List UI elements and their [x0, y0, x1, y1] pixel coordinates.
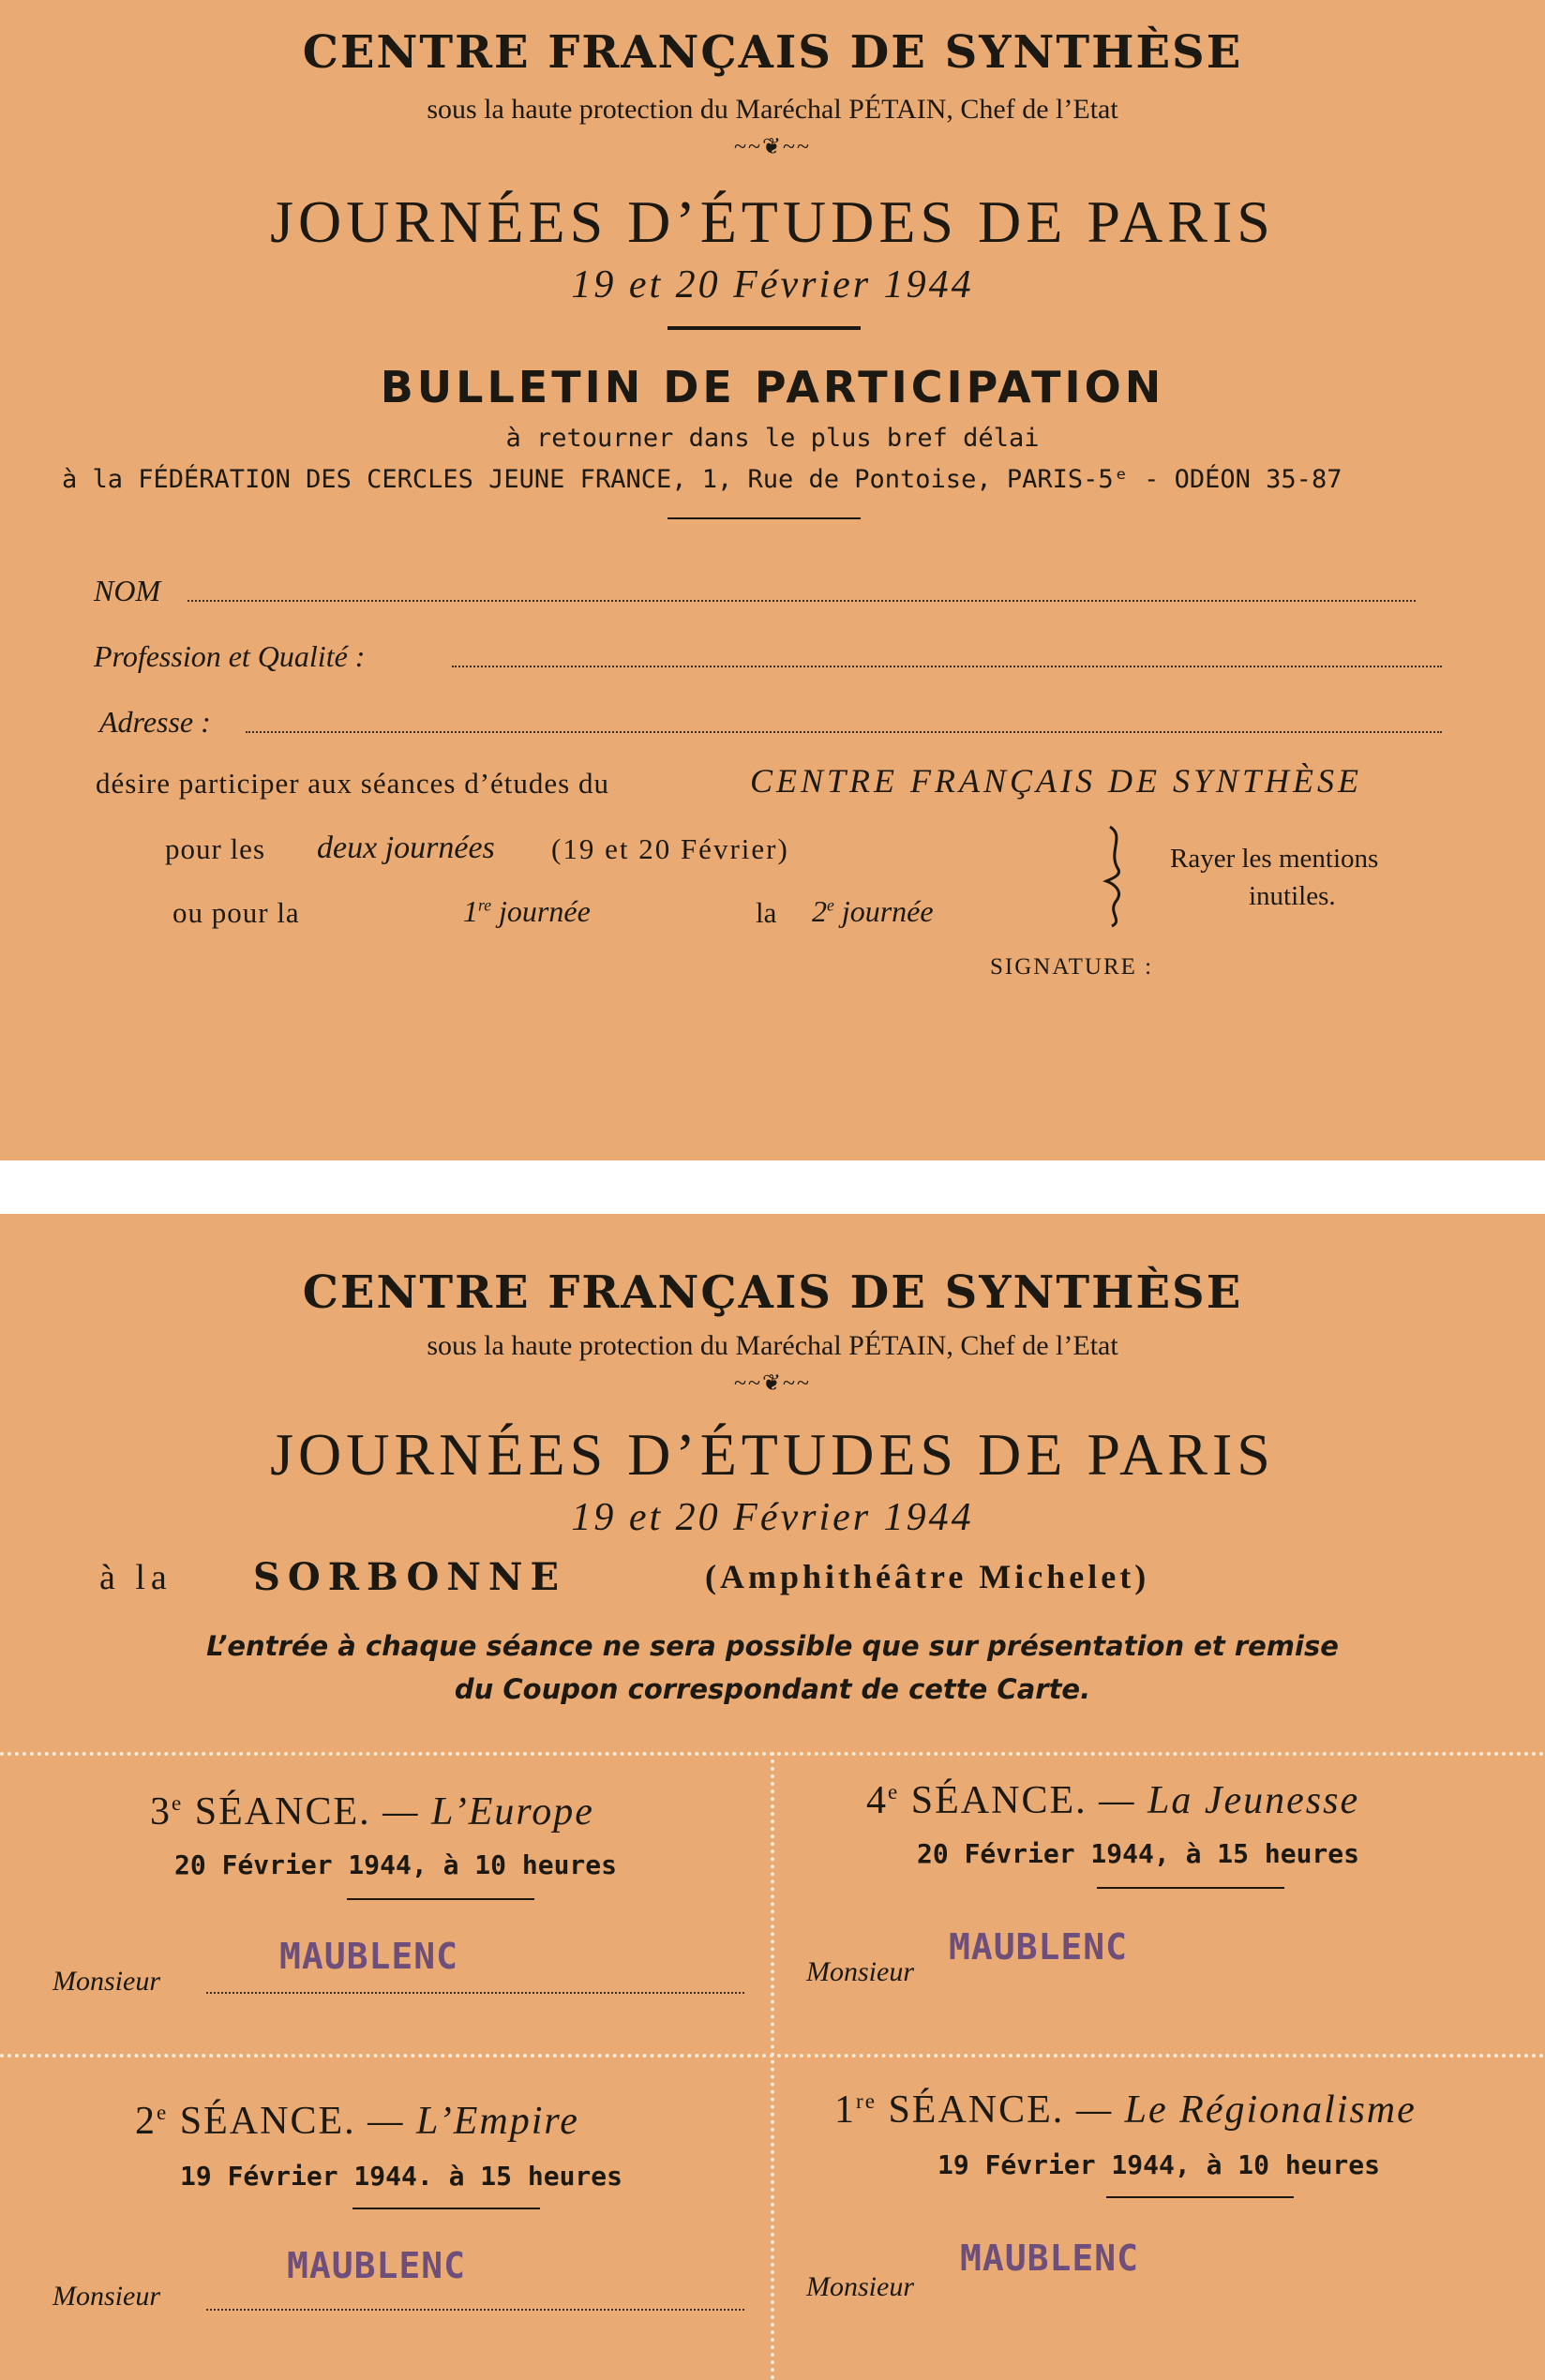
strike-note-line1: Rayer les mentions: [1170, 844, 1379, 874]
profession-label: Profession et Qualité :: [94, 639, 366, 673]
organization-title: CENTRE FRANÇAIS DE SYNTHÈSE: [302, 26, 1243, 79]
seance-2-monsieur-label: Monsieur: [52, 2281, 160, 2312]
seance-1-word: SÉANCE.: [888, 2088, 1065, 2132]
protection-line: sous la haute protection du Maréchal PÉTAIN, Chef de l’Etat: [427, 94, 1118, 125]
profession-field[interactable]: [452, 666, 1442, 667]
seance-1-monsieur-label: Monsieur: [806, 2271, 914, 2302]
option-second-day[interactable]: [812, 894, 934, 929]
seance-3-rule: [347, 1898, 534, 1900]
seance-3-date: 20 Février 1944, à 10 heures: [174, 1849, 618, 1880]
second-day-suffix: e: [827, 895, 834, 915]
coupon-seance-2[interactable]: [0, 2059, 769, 2380]
venue-prefix: à la: [99, 1558, 172, 1597]
organization-title-2: CENTRE FRANÇAIS DE SYNTHÈSE: [302, 1266, 1243, 1319]
first-day-word: journée: [499, 894, 591, 928]
seance-4-word: SÉANCE.: [910, 1779, 1088, 1822]
coupon-seance-1[interactable]: [776, 2059, 1545, 2380]
seance-4-date: 20 Février 1944, à 15 heures: [917, 1838, 1360, 1869]
event-dates-2: 19 et 20 Février 1944: [571, 1496, 974, 1539]
ornament-divider: ~~❦~~: [733, 135, 812, 159]
seance-1-heading: [834, 2088, 1417, 2133]
seance-1-suffix: re: [856, 2088, 877, 2113]
title-rule: [668, 326, 861, 330]
desire-text: désire participer aux séances d’études du: [96, 767, 609, 800]
seance-4-heading: [866, 1778, 1359, 1823]
seance-1-name-stamp: MAUBLENC: [960, 2238, 1140, 2279]
seance-3-number: 3: [150, 1790, 172, 1834]
seance-4-monsieur-label: Monsieur: [806, 1956, 914, 1987]
seance-3-monsieur-label: Monsieur: [52, 1966, 160, 1997]
admission-card: [0, 1214, 1545, 2380]
seance-1-theme: — Le Régionalisme: [1075, 2088, 1417, 2132]
seance-2-word: SÉANCE.: [179, 2100, 356, 2143]
nom-field[interactable]: [188, 600, 1416, 602]
seance-1-number: 1: [834, 2088, 856, 2132]
venue-hall: (Amphithéâtre Michelet): [705, 1558, 1150, 1595]
seance-3-word: SÉANCE.: [194, 1790, 371, 1834]
strike-note-line2: inutiles.: [1249, 881, 1336, 911]
coupon-seance-3[interactable]: [0, 1758, 769, 2052]
option-second-prefix: la: [756, 896, 777, 929]
seance-4-name-stamp: MAUBLENC: [949, 1926, 1129, 1968]
entry-notice-line1: L’entrée à chaque séance ne sera possible que sur présentation et remise: [206, 1630, 1339, 1662]
seance-1-rule: [1106, 2196, 1294, 2198]
desire-organization: CENTRE FRANÇAIS DE SYNTHÈSE: [750, 762, 1363, 800]
seance-2-name-field[interactable]: [206, 2309, 744, 2311]
event-title-2: JOURNÉES D’ÉTUDES DE PARIS: [270, 1421, 1275, 1488]
seance-2-date: 19 Février 1944. à 15 heures: [180, 2161, 623, 2192]
address-rule: [668, 517, 861, 519]
seance-2-suffix: e: [157, 2100, 169, 2124]
seance-3-name-field[interactable]: [206, 1992, 744, 1994]
protection-line-2: sous la haute protection du Maréchal PÉTAIN, Chef de l’Etat: [427, 1330, 1118, 1361]
seance-4-rule: [1097, 1887, 1284, 1889]
option-first-day[interactable]: [463, 894, 591, 929]
event-title: JOURNÉES D’ÉTUDES DE PARIS: [270, 188, 1275, 255]
seance-2-name-stamp: MAUBLENC: [287, 2245, 467, 2286]
curly-brace-icon: [1102, 823, 1134, 928]
option-both-dates: (19 et 20 Février): [551, 832, 789, 865]
seance-4-number: 4: [866, 1779, 888, 1822]
perforation-vertical: [771, 1752, 774, 2380]
seance-3-name-stamp: MAUBLENC: [279, 1936, 459, 1977]
adresse-field[interactable]: [246, 731, 1442, 733]
venue-name: SORBONNE: [253, 1555, 566, 1599]
seance-4-theme: — La Jeunesse: [1099, 1779, 1360, 1822]
seance-1-date: 19 Février 1944, à 10 heures: [938, 2149, 1381, 2180]
seance-2-rule: [352, 2208, 540, 2209]
seance-3-suffix: e: [172, 1790, 184, 1815]
seance-3-theme: — L’Europe: [382, 1790, 594, 1834]
entry-notice-line2: du Coupon correspondant de cette Carte.: [454, 1673, 1091, 1705]
coupon-seance-4[interactable]: [776, 1758, 1545, 2052]
option-single-prefix: ou pour la: [172, 896, 300, 929]
seance-3-heading: [150, 1789, 594, 1834]
second-day-word: journée: [841, 894, 934, 928]
ornament-divider-2: ~~❦~~: [733, 1371, 812, 1396]
seance-4-suffix: e: [888, 1779, 900, 1804]
signature-label: SIGNATURE :: [990, 954, 1154, 980]
return-instructions: à retourner dans le plus bref délai: [505, 424, 1040, 453]
seance-2-number: 2: [135, 2100, 157, 2143]
event-dates: 19 et 20 Février 1944: [571, 263, 974, 307]
option-both-prefix: pour les: [165, 832, 266, 865]
nom-label: NOM: [94, 574, 161, 607]
option-both-days[interactable]: deux journées: [317, 831, 495, 865]
first-day-number: 1: [463, 894, 478, 928]
seance-2-theme: — L’Empire: [368, 2100, 579, 2143]
federation-address: à la FÉDÉRATION DES CERCLES JEUNE FRANCE, 1, Rue de Pontoise, PARIS-5ᵉ - ODÉON 35-87: [62, 465, 1342, 494]
first-day-suffix: re: [478, 895, 492, 915]
second-day-number: 2: [812, 894, 827, 928]
adresse-label: Adresse :: [99, 705, 211, 739]
seance-2-heading: [135, 2099, 579, 2144]
form-title: BULLETIN DE PARTICIPATION: [380, 362, 1165, 412]
participation-form-card: [0, 0, 1545, 1160]
